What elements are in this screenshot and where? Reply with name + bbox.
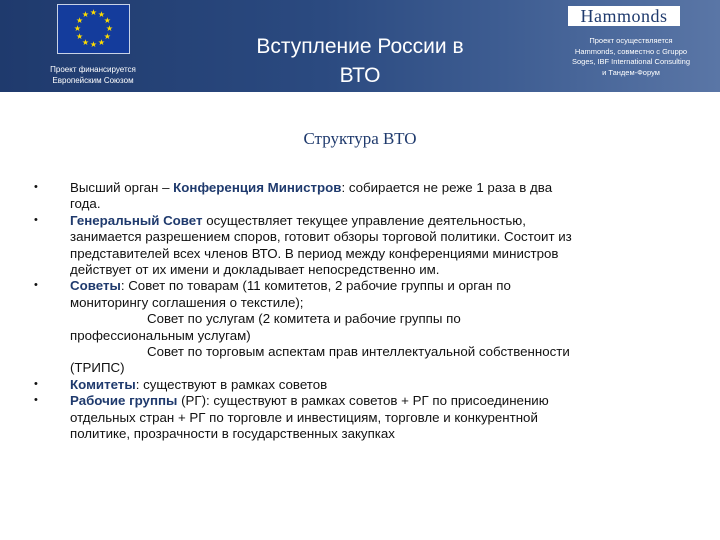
title-line: ВТО bbox=[339, 64, 381, 87]
bullet-text-line: Совет по услугам (2 комитета и рабочие группы по bbox=[147, 311, 461, 327]
bullet-text-line: действует от их имени и докладывает непосредственно им. bbox=[70, 262, 440, 278]
header-banner bbox=[0, 0, 720, 92]
text-run: : Совет по товарам (11 комитетов, 2 рабочие группы и орган по bbox=[120, 278, 511, 294]
bullet-text-line bbox=[70, 278, 687, 294]
bullet-text-line: занимается разрешением споров, готовит обзоры торговой политики. Состоит из bbox=[70, 229, 572, 245]
list-item bbox=[34, 278, 687, 376]
impl-line: и Тандем-Форум bbox=[602, 67, 660, 77]
term-highlight: Рабочие группы bbox=[70, 393, 178, 409]
bullet-list bbox=[34, 180, 687, 443]
list-item bbox=[34, 212, 687, 279]
text-run: осуществляет текущее управление деятельностью, bbox=[202, 212, 526, 228]
impl-line: Soges, IBF International Consulting bbox=[572, 57, 690, 66]
list-item bbox=[34, 393, 687, 442]
list-item bbox=[34, 376, 687, 393]
bullet-text-line: (ТРИПС) bbox=[70, 360, 125, 376]
text-run: (РГ): существуют в рамках советов + РГ по присоединению bbox=[177, 393, 549, 409]
bullet-text-line bbox=[70, 377, 687, 393]
hammonds-logo: Hammonds bbox=[568, 6, 680, 26]
term-highlight: Генеральный Совет bbox=[70, 212, 203, 228]
bullet-icon: • bbox=[34, 181, 38, 193]
bullet-text-line: Совет по торговым аспектам прав интеллектуальной собственности bbox=[147, 344, 570, 360]
title-line: Вступление России в bbox=[256, 35, 464, 58]
bullet-icon: • bbox=[34, 394, 38, 407]
bullet-icon: • bbox=[34, 377, 38, 390]
term-highlight: Советы bbox=[70, 278, 121, 294]
list-item bbox=[34, 180, 687, 213]
bullet-text-line bbox=[70, 180, 687, 196]
bullet-text-line: года. bbox=[70, 196, 101, 212]
eu-caption-line: Европейским Союзом bbox=[52, 76, 134, 85]
term-highlight: Конференция Министров bbox=[173, 180, 342, 195]
eu-flag-icon: ★ ★ ★ ★ ★ ★ ★ ★ ★ ★ ★ ★ bbox=[57, 4, 130, 54]
bullet-text-line: политике, прозрачности в государственных закупках bbox=[70, 426, 395, 442]
bullet-text-line: мониторингу соглашения о текстиле); bbox=[70, 294, 304, 310]
bullet-icon: • bbox=[34, 279, 38, 292]
text-run: : собирается не реже 1 раза в два bbox=[341, 180, 553, 195]
slide-title: Структура ВТО bbox=[303, 129, 417, 148]
bullet-icon: • bbox=[34, 213, 38, 226]
impl-line: Проект осуществляется bbox=[589, 36, 673, 45]
eu-funding-caption bbox=[10, 64, 176, 86]
implementer-caption bbox=[548, 36, 714, 78]
impl-line: Hammonds, совместно с Gruppo bbox=[574, 46, 688, 56]
bullet-text-line bbox=[70, 213, 687, 229]
bullet-text-line: представителей всех членов ВТО. В период между конференциями министров bbox=[70, 245, 559, 261]
bullet-text-line: отдельных стран + РГ по торговле и инвестициям, торговле и конкурентной bbox=[70, 409, 538, 425]
text-run: : существуют в рамках советов bbox=[135, 376, 328, 392]
text-run: Высший орган – bbox=[70, 180, 174, 195]
term-highlight: Комитеты bbox=[70, 376, 136, 392]
eu-caption-line: Проект финансируется bbox=[50, 65, 136, 74]
bullet-text-line bbox=[70, 393, 687, 409]
bullet-text-line: профессиональным услугам) bbox=[70, 327, 251, 343]
presentation-title bbox=[200, 32, 520, 90]
